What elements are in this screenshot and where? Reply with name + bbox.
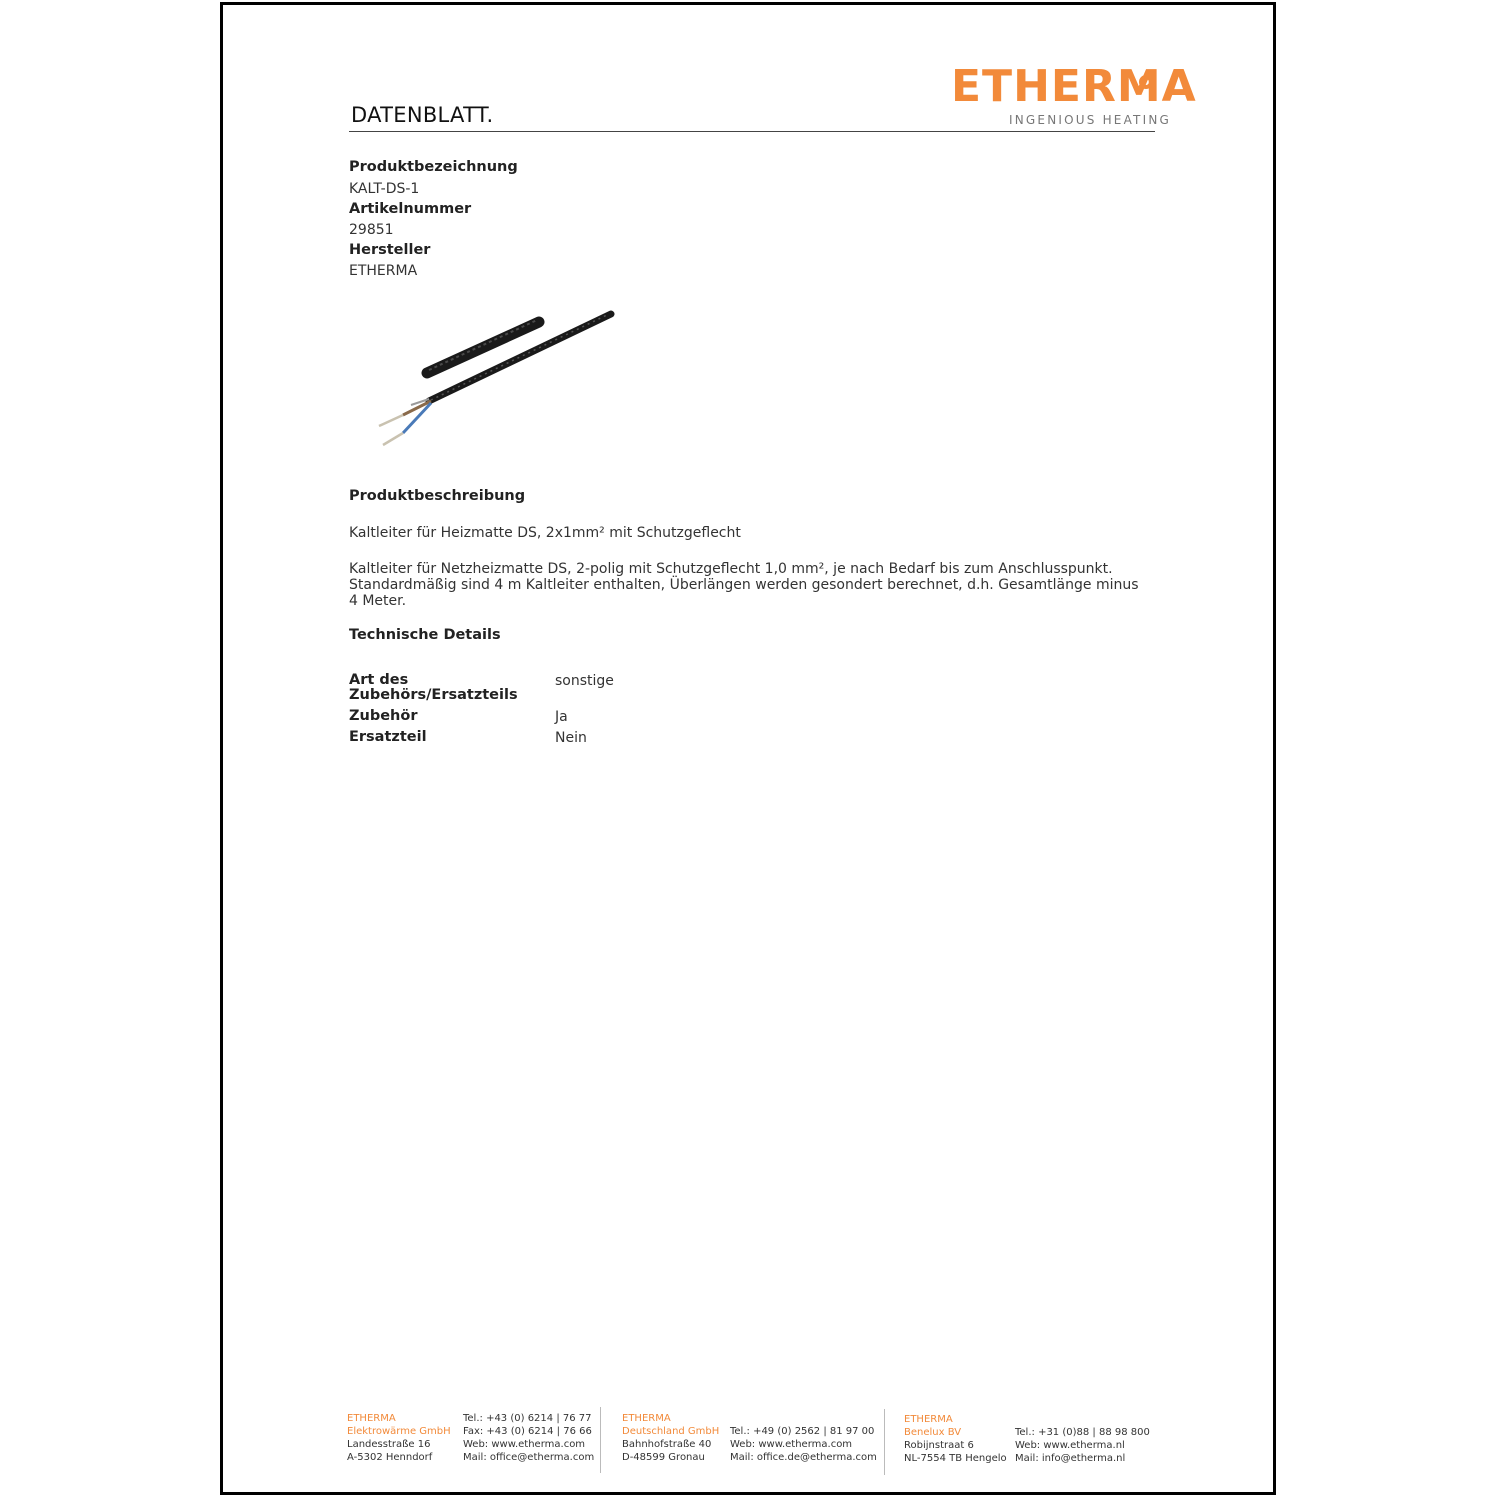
tech-row-value: Ja: [555, 709, 568, 725]
footer-de-company: Deutschland GmbH: [622, 1426, 720, 1437]
footer-divider: [884, 1409, 885, 1475]
footer-nl-address: [904, 1413, 1007, 1465]
tech-row-value: Nein: [555, 730, 587, 746]
footer-de-name: ETHERMA: [622, 1413, 671, 1424]
description-short: Kaltleiter für Heizmatte DS, 2x1mm² mit Schutzgeflecht: [349, 525, 741, 541]
manufacturer-label: Hersteller: [349, 242, 431, 258]
tech-row-label: Art des Zubehörs/Ersatzteils: [349, 672, 518, 703]
footer-at-mail[interactable]: Mail: office@etherma.com: [463, 1452, 595, 1463]
tech-row-label: Ersatzteil: [349, 729, 427, 745]
datasheet-page: [220, 2, 1276, 1495]
footer-nl-contact: [1015, 1426, 1150, 1465]
footer-at-name: ETHERMA: [347, 1413, 396, 1424]
footer-at-address: [347, 1412, 451, 1464]
brown-wire-tip: [379, 415, 403, 426]
tech-row-value: sonstige: [555, 673, 614, 689]
footer-at-web[interactable]: Web: www.etherma.com: [463, 1439, 586, 1450]
product-name-value: KALT-DS-1: [349, 181, 420, 197]
title-divider: [349, 131, 1155, 132]
footer-nl-company: Benelux BV: [904, 1427, 962, 1438]
footer-nl-web[interactable]: Web: www.etherma.nl: [1015, 1440, 1125, 1451]
page-title: DATENBLATT.: [351, 103, 494, 127]
logo-tagline: INGENIOUS HEATING: [1009, 113, 1171, 127]
footer-at-fax: Fax: +43 (0) 6214 | 76 66: [463, 1426, 592, 1437]
footer-at-company: Elektrowärme GmbH: [347, 1426, 451, 1437]
article-number-label: Artikelnummer: [349, 201, 472, 217]
cable-sleeve: [427, 322, 539, 373]
footer-divider: [600, 1407, 601, 1473]
tech-row-label: Zubehör: [349, 708, 418, 724]
footer-at-tel: Tel.: +43 (0) 6214 | 76 77: [463, 1413, 592, 1424]
footer-nl-city: NL-7554 TB Hengelo: [904, 1453, 1007, 1464]
footer-de-city: D-48599 Gronau: [622, 1452, 705, 1463]
footer-de-address: [622, 1412, 719, 1464]
technical-heading: Technische Details: [349, 627, 501, 643]
cable-product-image: [363, 305, 623, 465]
footer-at-city: A-5302 Henndorf: [347, 1452, 433, 1463]
footer-de-web[interactable]: Web: www.etherma.com: [730, 1439, 853, 1450]
blue-wire-tip: [383, 433, 403, 445]
manufacturer-value: ETHERMA: [349, 263, 418, 279]
article-number-value: 29851: [349, 222, 394, 238]
logo-degree-icon: [1139, 75, 1153, 89]
footer-at-contact: [463, 1412, 594, 1464]
footer-nl-tel: Tel.: +31 (0)88 | 88 98 800: [1015, 1427, 1150, 1438]
etherma-logo: ETHERMA: [951, 61, 1197, 112]
footer-de-contact: [730, 1425, 877, 1464]
description-long: Kaltleiter für Netzheizmatte DS, 2-polig mit Schutzgeflecht 1,0 mm², je nach Bedarf bis zum Anschlusspunkt. Standardmäßig sind 4 m Kaltleiter enthalten, Überlängen werden gesondert berechnet, d.h. Gesamtlänge minus 4 Meter.: [349, 561, 1139, 609]
footer-nl-mail[interactable]: Mail: info@etherma.nl: [1015, 1453, 1126, 1464]
footer-nl-name: ETHERMA: [904, 1414, 953, 1425]
footer-nl-street: Robijnstraat 6: [904, 1440, 974, 1451]
footer-de-street: Bahnhofstraße 40: [622, 1439, 712, 1450]
product-name-label: Produktbezeichnung: [349, 159, 518, 175]
footer-at-street: Landesstraße 16: [347, 1439, 431, 1450]
footer-de-mail[interactable]: Mail: office.de@etherma.com: [730, 1452, 877, 1463]
footer-de-tel: Tel.: +49 (0) 2562 | 81 97 00: [730, 1426, 875, 1437]
description-heading: Produktbeschreibung: [349, 488, 526, 504]
